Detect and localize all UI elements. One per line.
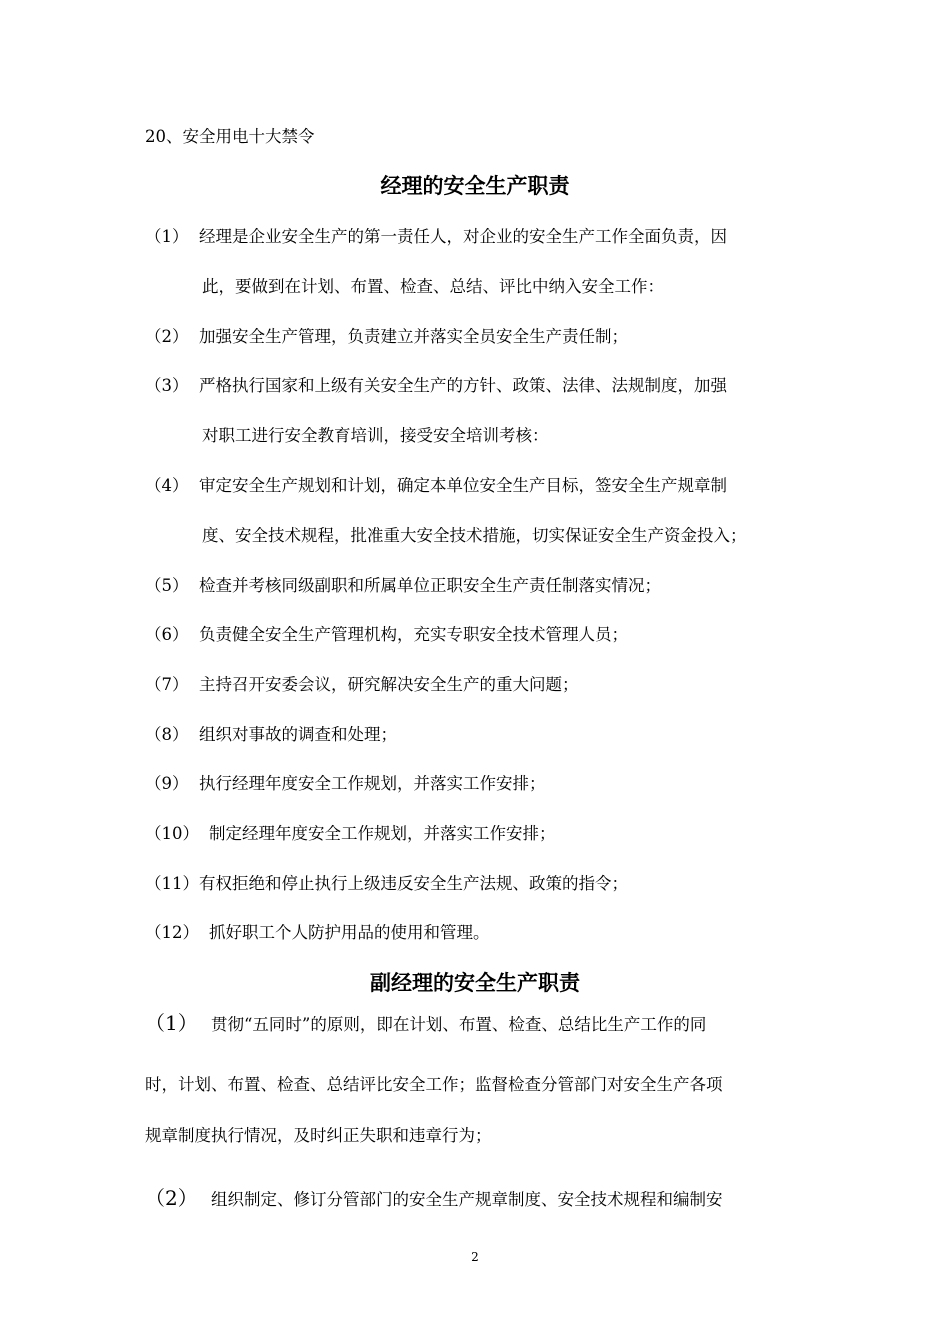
item-text-continued: 度、安全技术规程，批准重大安全技术措施，切实保证安全生产资金投入； (202, 526, 747, 545)
list-item (145, 774, 546, 794)
intro-line: 20、安全用电十大禁令 (145, 127, 315, 146)
item-number: （4） (145, 476, 189, 495)
item-text: 经理是企业安全生产的第一责任人，对企业的安全生产工作全面负责，因 (199, 227, 727, 246)
item-text: 负责健全安全生产管理机构，充实专职安全技术管理人员； (199, 625, 628, 644)
list-item (145, 625, 628, 645)
item-text-continued: 对职工进行安全教育培训，接受安全培训考核： (202, 426, 549, 445)
list-item (145, 327, 628, 347)
item-number: （10） (145, 824, 199, 843)
item-number: （3） (145, 376, 189, 395)
item-text: 抓好职工个人防护用品的使用和管理。 (209, 923, 490, 942)
item-text: 制定经理年度安全工作规划，并落实工作安排； (209, 824, 556, 843)
item-number: （1） (145, 227, 189, 246)
list-item (145, 476, 727, 496)
item-text-continued: 时，计划、布置、检查、总结评比安全工作；监督检查分管部门对安全生产各项 (145, 1075, 723, 1094)
item-text: 有权拒绝和停止执行上级违反安全生产法规、政策的指令； (199, 874, 628, 893)
item-text-continued: 规章制度执行情况，及时纠正失职和违章行为； (145, 1126, 492, 1145)
list-item (145, 376, 727, 396)
item-number: （9） (145, 774, 189, 793)
list-item (145, 576, 661, 596)
item-text-continued: 此，要做到在计划、布置、检查、总结、评比中纳入安全工作： (202, 277, 664, 296)
list-item (145, 675, 579, 695)
item-text: 审定安全生产规划和计划，确定本单位安全生产目标，签安全生产规章制 (199, 476, 727, 495)
list-item (145, 1188, 723, 1210)
item-text: 组织制定、修订分管部门的安全生产规章制度、安全技术规程和编制安 (211, 1190, 723, 1209)
list-item (145, 725, 397, 745)
item-number: （5） (145, 576, 189, 595)
item-number: （11） (145, 874, 199, 893)
list-item (145, 824, 556, 844)
list-item (145, 923, 490, 943)
item-text: 组织对事故的调查和处理； (199, 725, 397, 744)
item-number: （12） (145, 923, 199, 942)
list-item (145, 227, 727, 247)
list-item (145, 1013, 706, 1035)
item-number: （2） (145, 1186, 198, 1210)
item-text: 加强安全生产管理，负责建立并落实全员安全生产责任制； (199, 327, 628, 346)
item-number: （8） (145, 725, 189, 744)
section-title-manager: 经理的安全生产职责 (380, 173, 570, 198)
item-text: 主持召开安委会议，研究解决安全生产的重大问题； (199, 675, 579, 694)
page-number: 2 (471, 1250, 479, 1264)
item-number: （6） (145, 625, 189, 644)
item-text: 贯彻“五同时”的原则，即在计划、布置、检查、总结比生产工作的同 (211, 1015, 707, 1034)
section-title-deputy-manager: 副经理的安全生产职责 (370, 970, 580, 995)
item-number: （2） (145, 327, 189, 346)
item-text: 检查并考核同级副职和所属单位正职安全生产责任制落实情况； (199, 576, 661, 595)
item-number: （1） (145, 1011, 198, 1035)
item-number: （7） (145, 675, 189, 694)
list-item (145, 874, 628, 894)
item-text: 严格执行国家和上级有关安全生产的方针、政策、法律、法规制度，加强 (199, 376, 727, 395)
item-text: 执行经理年度安全工作规划，并落实工作安排； (199, 774, 546, 793)
